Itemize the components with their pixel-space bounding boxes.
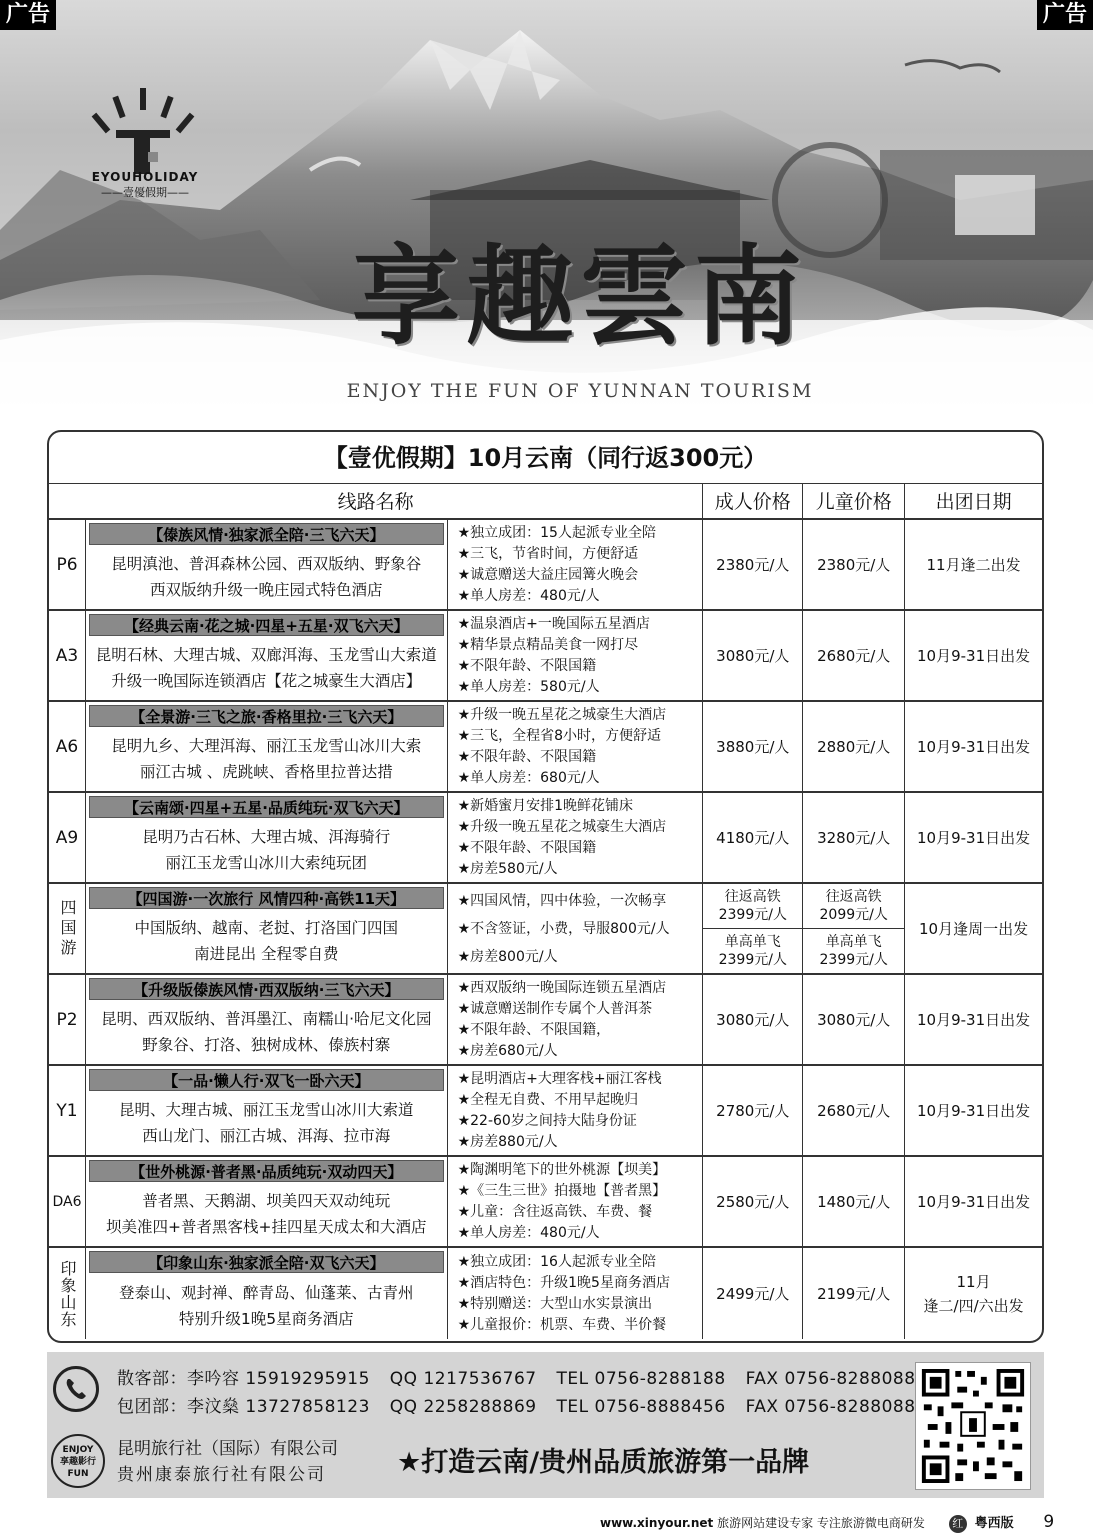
hero-subtitle: ENJOY THE FUN OF YUNNAN TOURISM xyxy=(346,380,814,402)
enjoy-logo-text: ENJOY xyxy=(62,1445,94,1455)
table-row xyxy=(49,1066,1042,1157)
logo-subtitle: ——壹優假期—— xyxy=(101,186,189,199)
route-name xyxy=(86,884,448,973)
route-desc-line: 昆明石林、大理古城、双廊洱海、玉龙雪山大索道 xyxy=(95,646,437,664)
feature-item: ★诚意赠送制作专属个人普洱茶 xyxy=(457,1000,653,1017)
table-row xyxy=(49,884,1042,975)
price-option-value: 2099元/人 xyxy=(819,907,888,923)
header-adult-price: 成人价格 xyxy=(703,484,803,518)
adult-price: 2380元/人 xyxy=(703,520,803,609)
table-row xyxy=(49,611,1042,702)
price-option-label: 单高单飞 xyxy=(724,934,781,950)
retail-qq: QQ 1217536767 xyxy=(389,1369,537,1389)
feature-item: ★升级一晚五星花之城豪生大酒店 xyxy=(457,706,667,723)
child-price: 2680元/人 xyxy=(803,1066,905,1155)
route-desc-line: 西双版纳升级一晚庄园式特色酒店 xyxy=(150,581,383,599)
child-price: 1480元/人 xyxy=(803,1157,905,1246)
route-desc-line: 昆明、大理古城、丽江玉龙雪山冰川大索道 xyxy=(119,1101,414,1119)
ad-label-right: 广告 xyxy=(1037,0,1093,30)
retail-tel: TEL 0756-8288188 xyxy=(556,1369,726,1389)
child-price: 3280元/人 xyxy=(803,793,905,882)
route-desc-line: 昆明九乡、大理洱海、丽江玉龙雪山冰川大索 xyxy=(111,737,422,755)
adult-price-option xyxy=(703,884,802,929)
footer-website: www.xinyour.net xyxy=(600,1516,714,1530)
feature-item: ★酒店特色：升级1晚5星商务酒店 xyxy=(457,1274,670,1291)
departure-date: 10月9-31日出发 xyxy=(917,646,1031,665)
route-description xyxy=(86,1091,447,1155)
feature-item: ★单人房差：680元/人 xyxy=(457,769,600,786)
adult-price: 4180元/人 xyxy=(703,793,803,882)
feature-item: ★房差580元/人 xyxy=(457,860,558,877)
group-tel: TEL 0756-8888456 xyxy=(556,1397,726,1417)
route-features xyxy=(448,1066,704,1155)
route-code: 印象山东 xyxy=(49,1248,86,1339)
route-code: P6 xyxy=(49,520,86,609)
route-desc-line: 昆明乃古石林、大理古城、洱海骑行 xyxy=(142,828,391,846)
feature-item: ★全程无自费、不用早起晚归 xyxy=(457,1091,639,1108)
route-name xyxy=(86,1157,448,1246)
logo-text: EYOUHOLIDAY xyxy=(91,170,199,184)
departure-date: 10月逢周一出发 xyxy=(919,919,1029,938)
hero-title: 享趣雲南 xyxy=(351,234,808,360)
child-price: 2199元/人 xyxy=(803,1248,905,1339)
route-description xyxy=(86,1273,447,1339)
ad-label-left: 广告 xyxy=(0,0,56,30)
feature-item: ★精华景点精品美食一网打尽 xyxy=(457,636,639,653)
route-desc-line: 西山龙门、丽江古城、洱海、拉市海 xyxy=(142,1127,391,1145)
route-desc-line: 南进昆出 全程零自费 xyxy=(194,945,339,963)
enjoy-logo-text: 享趣影行 xyxy=(59,1457,96,1467)
route-desc-line: 丽江玉龙雪山冰川大索纯玩团 xyxy=(165,854,368,872)
route-desc-line: 野象谷、打洛、独树成林、傣族村寨 xyxy=(142,1036,391,1054)
feature-item: ★不限年龄、不限国籍， xyxy=(457,1021,611,1038)
route-desc-line: 丽江古城 、虎跳峡、香格里拉普达措 xyxy=(139,763,393,781)
feature-item: ★不限年龄、不限国籍 xyxy=(457,748,597,765)
child-price xyxy=(803,884,905,973)
price-option-label: 往返高铁 xyxy=(724,889,781,905)
table-header xyxy=(49,484,1042,520)
route-features xyxy=(448,884,704,973)
table-row xyxy=(49,975,1042,1066)
route-description xyxy=(86,545,447,609)
adult-price: 3080元/人 xyxy=(703,611,803,700)
feature-item: ★独立成团：16人起派专业全陪 xyxy=(457,1253,656,1270)
table-row xyxy=(49,520,1042,611)
route-desc-line: 升级一晚国际连锁酒店【花之城豪生大酒店】 xyxy=(111,672,422,690)
table-row xyxy=(49,1157,1042,1248)
header-departure-date: 出团日期 xyxy=(935,491,1012,513)
enjoy-logo-text: FUN xyxy=(67,1469,89,1479)
route-features xyxy=(448,702,704,791)
departure-date xyxy=(905,1248,1042,1339)
route-features xyxy=(448,1157,704,1246)
phone-icon xyxy=(53,1366,99,1412)
table-row xyxy=(49,1248,1042,1339)
departure-date: 10月9-31日出发 xyxy=(917,1010,1031,1029)
price-option-value: 2399元/人 xyxy=(819,952,888,968)
route-code: Y1 xyxy=(49,1066,86,1155)
adult-price: 3080元/人 xyxy=(703,975,803,1064)
feature-item: ★不限年龄、不限国籍 xyxy=(457,839,597,856)
route-code: P2 xyxy=(49,975,86,1064)
table-row xyxy=(49,793,1042,884)
feature-item: ★不含签证，小费，导服800元/人 xyxy=(457,920,670,937)
route-banner: 【四国游·一次旅行 风情四种·高铁11天】 xyxy=(89,887,444,909)
route-description xyxy=(86,1000,447,1064)
route-features xyxy=(448,611,704,700)
feature-item: ★不限年龄、不限国籍 xyxy=(457,657,597,674)
route-desc-line: 昆明滇池、普洱森林公园、西双版纳、野象谷 xyxy=(111,555,422,573)
price-option-label: 单高单飞 xyxy=(825,934,882,950)
child-price-option xyxy=(803,884,904,929)
feature-item: ★单人房差：480元/人 xyxy=(457,587,600,604)
route-code: DA6 xyxy=(49,1157,86,1246)
route-desc-line: 昆明、西双版纳、普洱墨江、南糯山·哈尼文化园 xyxy=(101,1010,432,1028)
feature-item: ★《三生三世》拍摄地【普者黑】 xyxy=(457,1182,667,1199)
departure-date-line: 11月 xyxy=(956,1272,991,1291)
feature-item: ★新婚蜜月安排1晚鲜花铺床 xyxy=(457,797,634,814)
route-name xyxy=(86,793,448,882)
route-code: A3 xyxy=(49,611,86,700)
child-price: 2880元/人 xyxy=(803,702,905,791)
retail-fax: FAX 0756-8288088 xyxy=(745,1369,916,1389)
adult-price: 2780元/人 xyxy=(703,1066,803,1155)
feature-item: ★温泉酒店+一晚国际五星酒店 xyxy=(457,615,650,632)
edition-badge: 红 xyxy=(949,1515,967,1533)
contact-panel xyxy=(47,1352,1044,1498)
feature-item: ★升级一晚五星花之城豪生大酒店 xyxy=(457,818,667,835)
feature-item: ★儿童：含往返高铁、车费、餐 xyxy=(457,1203,653,1220)
feature-item: ★单人房差：480元/人 xyxy=(457,1224,600,1241)
route-banner: 【傣族风情·独家派全陪·三飞六天】 xyxy=(89,523,444,545)
feature-item: ★房差800元/人 xyxy=(457,948,558,965)
departure-date-line: 逢二/四/六出发 xyxy=(923,1296,1024,1315)
departure-date: 11月逢二出发 xyxy=(926,555,1021,574)
hero-banner xyxy=(0,0,1093,435)
route-banner: 【全景游·三飞之旅·香格里拉·三飞六天】 xyxy=(89,705,444,727)
route-description xyxy=(86,636,447,700)
feature-item: ★昆明酒店+大理客栈+丽江客栈 xyxy=(457,1070,662,1087)
route-banner: 【世外桃源·普者黑·品质纯玩·双动四天】 xyxy=(89,1160,444,1182)
departure-date: 10月9-31日出发 xyxy=(917,1192,1031,1211)
tour-price-table xyxy=(47,430,1044,1343)
route-code: 四国游 xyxy=(49,884,86,973)
brand-slogan: ★打造云南/贵州品质旅游第一品牌 xyxy=(397,1447,810,1478)
table-row xyxy=(49,702,1042,793)
feature-item: ★房差880元/人 xyxy=(457,1133,558,1150)
child-price: 3080元/人 xyxy=(803,975,905,1064)
group-contact-line xyxy=(117,1392,930,1417)
feature-item: ★22-60岁之间持大陆身份证 xyxy=(457,1112,637,1129)
route-banner: 【印象山东·独家派全陪·双飞六天】 xyxy=(89,1251,444,1273)
departure-date: 10月9-31日出发 xyxy=(917,1101,1031,1120)
route-banner: 【经典云南·花之城·四星+五星·双飞六天】 xyxy=(89,614,444,636)
route-desc-line: 中国版纳、越南、老挝、打洛国门四国 xyxy=(134,919,399,937)
adult-price xyxy=(703,884,803,973)
route-banner: 【一品·懒人行·双飞一卧六天】 xyxy=(89,1069,444,1091)
route-name xyxy=(86,702,448,791)
company-name: 昆明旅行社（国际）有限公司 xyxy=(117,1439,338,1459)
feature-item: ★西双版纳一晚国际连锁五星酒店 xyxy=(457,979,667,996)
feature-item: ★独立成团：15人起派专业全陪 xyxy=(457,524,656,541)
header-route: 线路名称 xyxy=(49,484,703,518)
route-banner: 【云南颂·四星+五星·品质纯玩·双飞六天】 xyxy=(89,796,444,818)
qr-code xyxy=(915,1362,1031,1490)
route-description xyxy=(86,727,447,791)
feature-item: ★诚意赠送大益庄园篝火晚会 xyxy=(457,566,639,583)
adult-price: 2580元/人 xyxy=(703,1157,803,1246)
enjoy-fun-logo xyxy=(51,1434,105,1488)
feature-item: ★四国风情，四中体验，一次畅享 xyxy=(457,892,667,909)
route-banner: 【升级版傣族风情·西双版纳·三飞六天】 xyxy=(89,978,444,1000)
edition-name: 粤西版 xyxy=(974,1516,1014,1531)
header-child-price: 儿童价格 xyxy=(803,484,905,518)
feature-item: ★儿童报价：机票、车费、半价餐 xyxy=(457,1316,667,1333)
route-features xyxy=(448,520,704,609)
departure-date: 10月9-31日出发 xyxy=(917,828,1031,847)
price-option-label: 往返高铁 xyxy=(825,889,882,905)
departure-date: 10月9-31日出发 xyxy=(917,737,1031,756)
route-desc-line: 特别升级1晚5星商务酒店 xyxy=(178,1310,354,1328)
group-fax: FAX 0756-8288088 xyxy=(745,1397,916,1417)
route-name xyxy=(86,1248,448,1339)
child-price-option xyxy=(803,929,904,973)
feature-item: ★三飞，全程省8小时，方便舒适 xyxy=(457,727,662,744)
route-features xyxy=(448,1248,704,1339)
route-features xyxy=(448,975,704,1064)
route-description xyxy=(86,909,447,973)
retail-contact-person: 散客部：李吟容 15919295915 xyxy=(117,1369,370,1389)
feature-item: ★陶渊明笔下的世外桃源【坝美】 xyxy=(457,1161,667,1178)
route-name xyxy=(86,975,448,1064)
footer-tagline: 旅游网站建设专家 专注旅游微电商研发 xyxy=(717,1516,925,1530)
feature-item: ★单人房差：580元/人 xyxy=(457,678,600,695)
group-qq: QQ 2258288869 xyxy=(389,1397,537,1417)
adult-price: 3880元/人 xyxy=(703,702,803,791)
table-title: 【壹优假期】10月云南（同行返300元） xyxy=(49,432,1042,484)
route-desc-line: 普者黑、天鹅湖、坝美四天双动纯玩 xyxy=(142,1192,391,1210)
page-number: 9 xyxy=(1043,1512,1055,1532)
route-name xyxy=(86,1066,448,1155)
adult-price-option xyxy=(703,929,802,973)
route-name xyxy=(86,611,448,700)
child-price: 2380元/人 xyxy=(803,520,905,609)
company-name: 贵州康泰旅行社有限公司 xyxy=(117,1465,326,1485)
adult-price: 2499元/人 xyxy=(703,1248,803,1339)
route-name xyxy=(86,520,448,609)
price-option-value: 2399元/人 xyxy=(718,907,787,923)
feature-item: ★房差680元/人 xyxy=(457,1042,558,1059)
route-code: A6 xyxy=(49,702,86,791)
route-features xyxy=(448,793,704,882)
route-description xyxy=(86,818,447,882)
price-option-value: 2399元/人 xyxy=(718,952,787,968)
feature-item: ★特别赠送：大型山水实景演出 xyxy=(457,1295,653,1312)
group-contact-person: 包团部：李汶燊 13727858123 xyxy=(117,1397,370,1417)
child-price: 2680元/人 xyxy=(803,611,905,700)
retail-contact-line xyxy=(117,1364,930,1389)
feature-item: ★三飞，节省时间，方便舒适 xyxy=(457,545,639,562)
route-desc-line: 坝美准四+普者黑客栈+挂四星天成太和大酒店 xyxy=(106,1218,427,1236)
page-footer xyxy=(600,1512,1080,1536)
route-code: A9 xyxy=(49,793,86,882)
route-description xyxy=(86,1182,447,1246)
route-desc-line: 登泰山、观封禅、醉青岛、仙蓬莱、古青州 xyxy=(119,1284,414,1302)
